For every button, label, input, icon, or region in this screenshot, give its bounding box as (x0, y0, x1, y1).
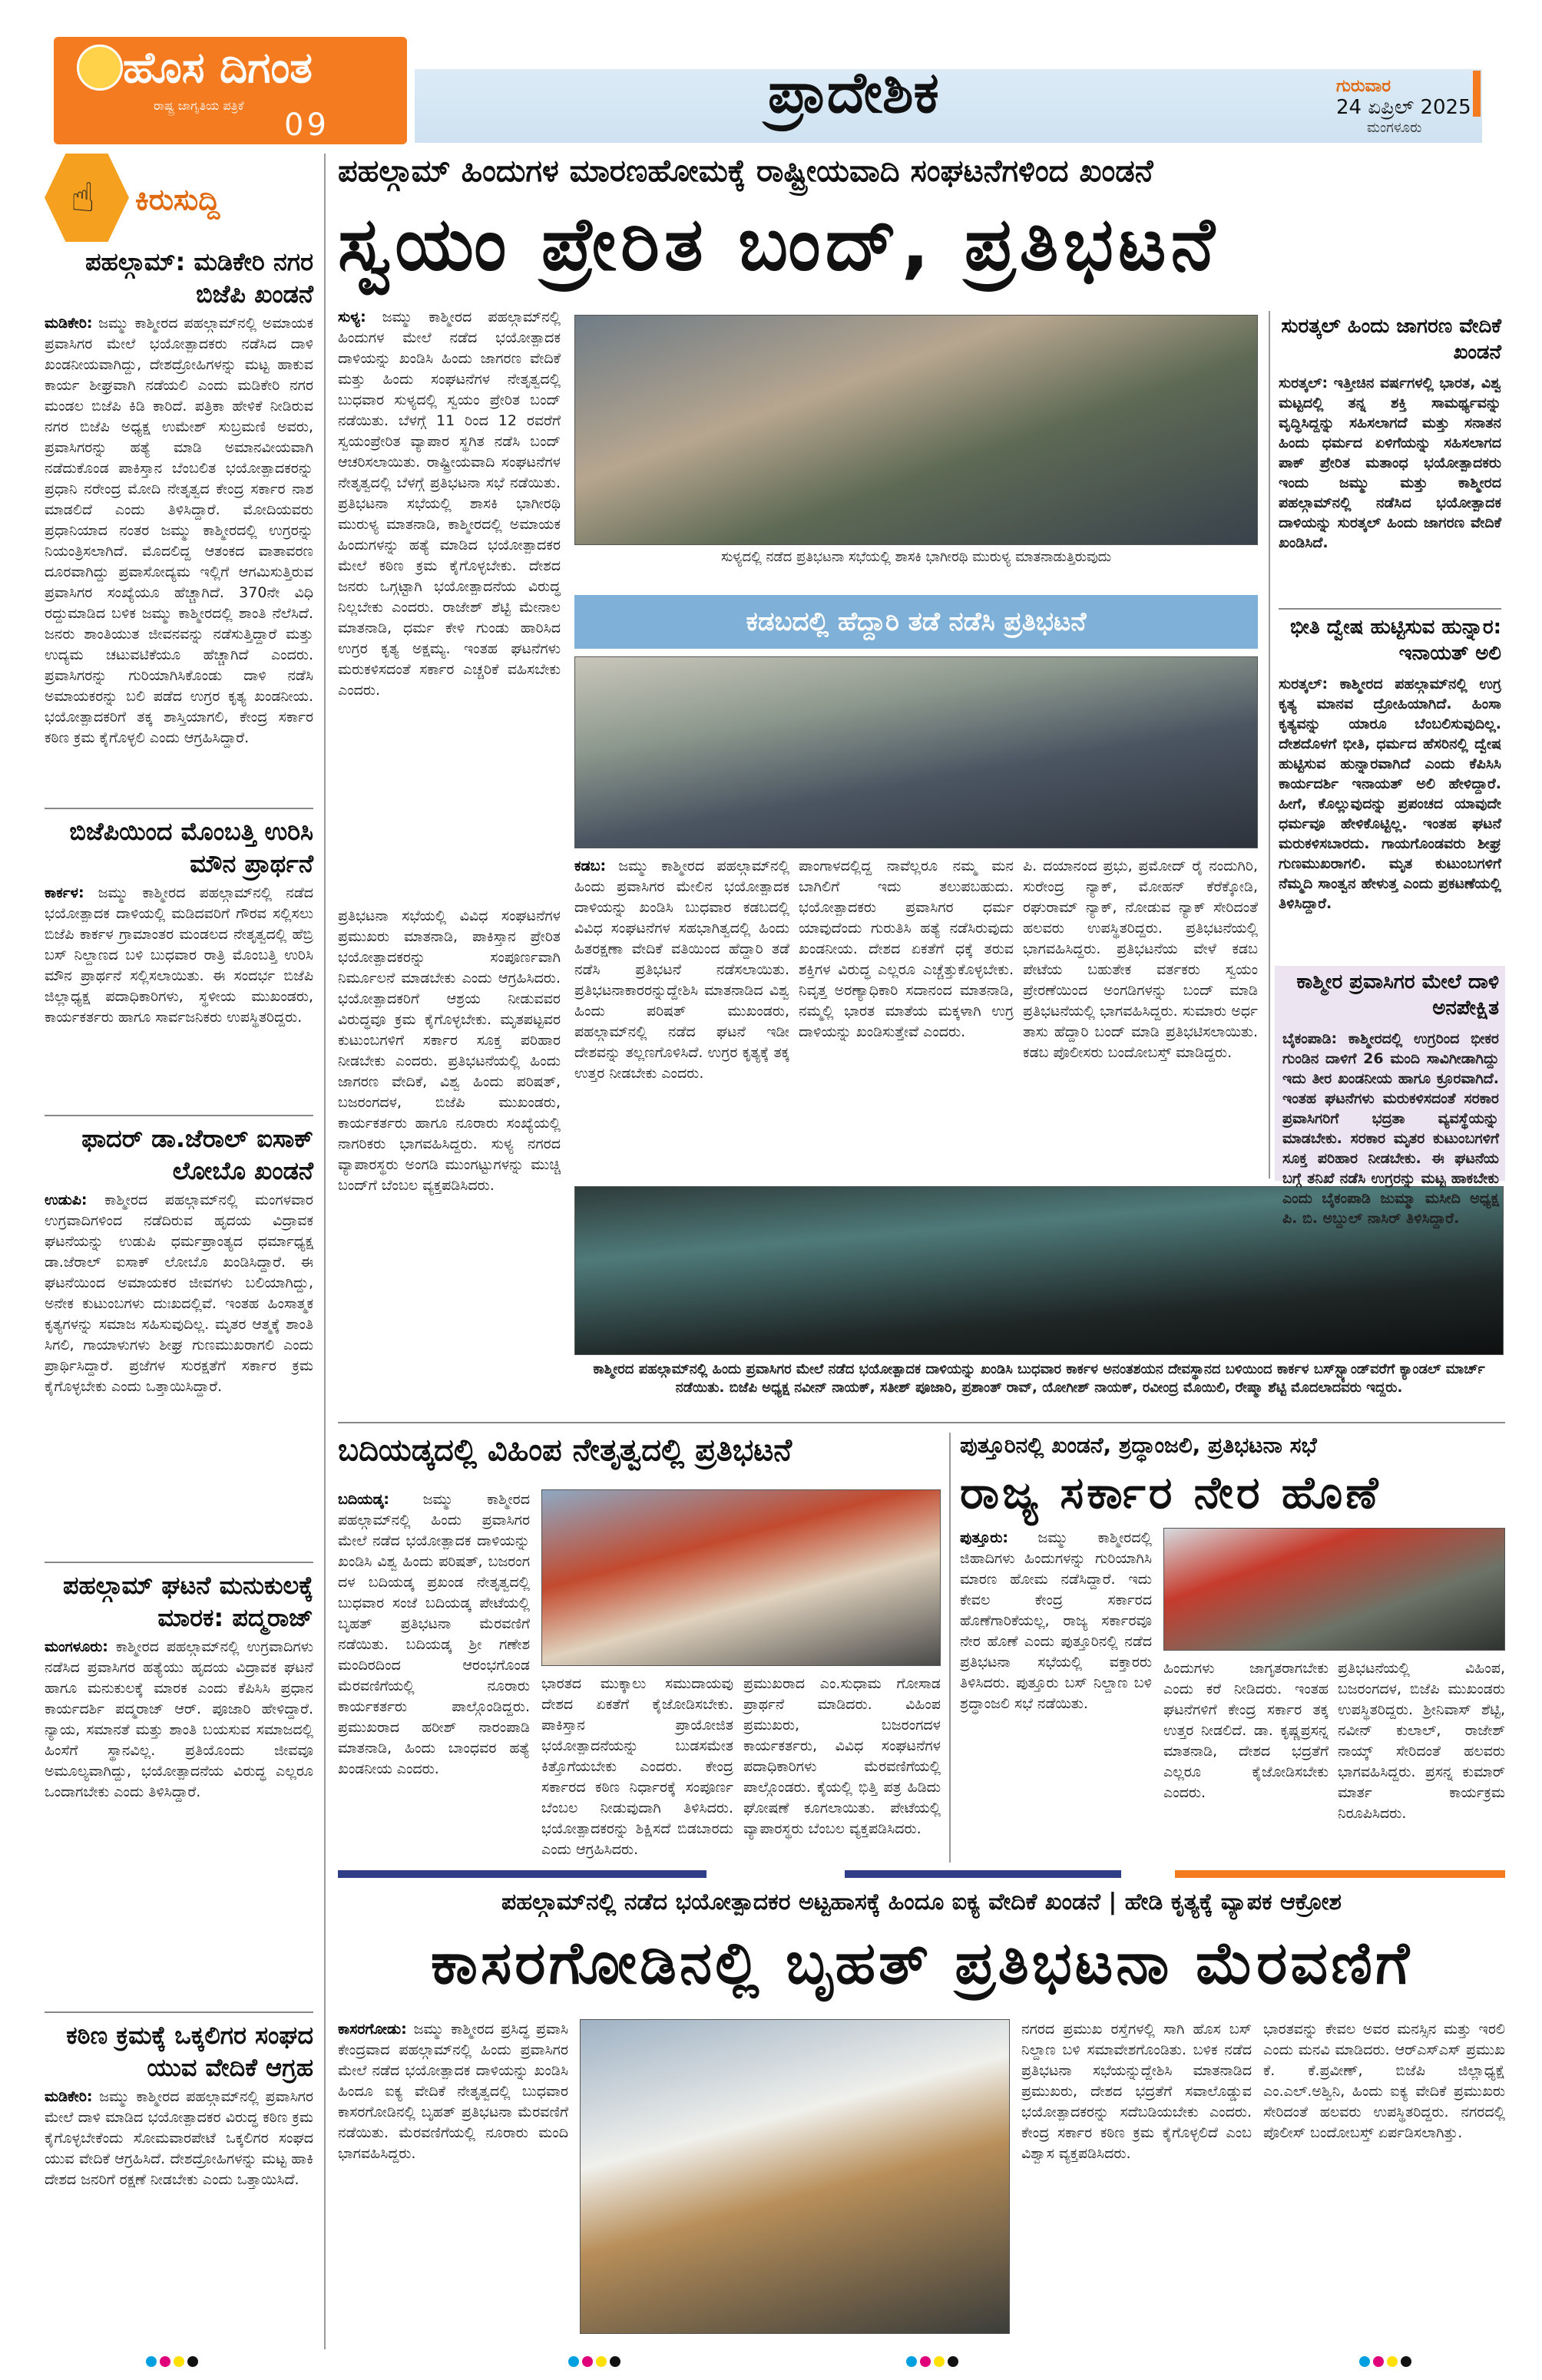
photo-caption: ಕಾಶ್ಮೀರದ ಪಹಲ್ಗಾಮ್‌ನಲ್ಲಿ ಹಿಂದು ಪ್ರವಾಸಿಗರ ಮೇಲೆ ನಡೆದ ಭಯೋತ್ಪಾದಕ ದಾಳಿಯನ್ನು ಖಂಡಿಸಿ ಬುಧವಾರ ಕಾರ್ಕಳ ಅನಂತಶಯನ ದೇವಸ್ಥಾನದ ಬಳಿಯಿಂದ ಕಾರ್ಕಳ ಬಸ್‌ಸ್ಟ್ಯಾಂಡ್‌ವರೆಗೆ ಕ್ಯಾಂಡಲ್ ಮಾರ್ಚ್ ನಡೆಯಿತು. ಬಿಜೆಪಿ ಅಧ್ಯಕ್ಷ ನವೀನ್ ನಾಯಕ್, ಸತೀಶ್ ಪೂಜಾರಿ, ಪ್ರಶಾಂತ್ ರಾವ್, ಯೋಗೀಶ್ ನಾಯಕ್, ರವೀಂದ್ರ ಮೊಯಿಲಿ, ರೇಷ್ಮಾ ಶೆಟ್ಟಿ ಮೊದಲಾದವರು ಇದ್ದರು. (593, 1361, 1485, 1396)
kiru-suddi-badge (45, 154, 321, 242)
puttur-headline[interactable]: ರಾಜ್ಯ ಸರ್ಕಾರ ನೇರ ಹೊಣೆ (960, 1466, 1382, 1519)
divider-bar (1175, 1870, 1505, 1878)
badiyadka-body-a: ಬದಿಯಡ್ಕ: ಜಮ್ಮು ಕಾಶ್ಮೀರದ ಪಹಲ್ಗಾಮ್‌ನಲ್ಲಿ ಹಿಂದು ಪ್ರವಾಸಿಗರ ಮೇಲೆ ನಡೆದ ಭಯೋತ್ಪಾದಕ ದಾಳಿಯನ್ನು ಖಂಡಿಸಿ ವಿಶ್ವ ಹಿಂದು ಪರಿಷತ್, ಬಜರಂಗ ದಳ ಬದಿಯಡ್ಕ ಪ್ರಖಂಡ ನೇತೃತ್ವದಲ್ಲಿ ಬುಧವಾರ ಸಂಜೆ ಬದಿಯಡ್ಕ ಪೇಟೆಯಲ್ಲಿ ಬೃಹತ್ ಪ್ರತಿಭಟನಾ ಮೆರವಣಿಗೆ ನಡೆಯಿತು. ಬದಿಯಡ್ಕ ಶ್ರೀ ಗಣೇಶ ಮಂದಿರದಿಂದ ಆರಂಭಗೊಂಡ ಮೆರವಣಿಗೆಯಲ್ಲಿ ನೂರಾರು ಕಾರ್ಯಕರ್ತರು ಪಾಲ್ಗೊಂಡಿದ್ದರು. ಪ್ರಮುಖರಾದ ಹರೀಶ್ ನಾರಂಪಾಡಿ ಮಾತನಾಡಿ, ಹಿಂದು ಬಾಂಧವರ ಹತ್ಯೆ ಖಂಡನೀಯ ಎಂದರು. (338, 1491, 530, 1777)
lamp-emblem-icon (77, 45, 123, 91)
kadaba-body-b: ಪಾಂಗಾಳದಲ್ಲಿದ್ದ ನಾವೆಲ್ಲರೂ ನಮ್ಮ ಮನ ಬಾಗಿಲಿಗೆ ಇದು ತಲುಪಬಹುದು. ಭಯೋತ್ಪಾದಕರು ಪ್ರವಾಸಿಗರ ಧರ್ಮ ಯಾವುದೆಂದು ಗುರುತಿಸಿ ಹತ್ಯೆ ನಡೆಸಿರುವುದು ಖಂಡನೀಯ. ದೇಶದ ಏಕತೆಗೆ ಧಕ್ಕೆ ತರುವ ಶಕ್ತಿಗಳ ವಿರುದ್ಧ ಎಲ್ಲರೂ ಎಚ್ಚೆತ್ತುಕೊಳ್ಳಬೇಕು. ನಿವೃತ್ತ ಅರಣ್ಯಾಧಿಕಾರಿ ಸದಾನಂದ ಮಾತನಾಡಿ, ನಮ್ಮಲ್ಲಿ ಭಾರತ ಮಾತೆಯ ಮಕ್ಕಳಾಗಿ ಉಗ್ರ ದಾಳಿಯನ್ನು ಖಂಡಿಸುತ್ತೇವೆ ಎಂದರು. (799, 858, 1014, 1040)
side-body: ಸುರತ್ಕಲ್: ಇತ್ತೀಚಿನ ವರ್ಷಗಳಲ್ಲಿ ಭಾರತ, ವಿಶ್ವ ಮಟ್ಟದಲ್ಲಿ ತನ್ನ ಶಕ್ತಿ ಸಾಮರ್ಥ್ಯವನ್ನು ವೃದ್ಧಿಸಿದ್ದನ್ನು ಸಹಿಸಲಾಗದೆ ಮತ್ತು ಸನಾತನ ಹಿಂದು ಧರ್ಮದ ಏಳಿಗೆಯನ್ನು ಸಹಿಸಲಾಗದ ಪಾಕ್ ಪ್ರೇರಿತ ಮತಾಂಧ ಭಯೋತ್ಪಾದಕರು ಇಂದು ಜಮ್ಮು ಮತ್ತು ಕಾಶ್ಮೀರದ ಪಹಲ್ಗಾಮ್‌ನಲ್ಲಿ ನಡೆಸಿದ ಭಯೋತ್ಪಾದಕ ದಾಳಿಯನ್ನು ಸುರತ್ಕಲ್ ಹಿಂದು ಜಾಗರಣ ವೇದಿಕೆ ಖಂಡಿಸಿದೆ. (1279, 375, 1501, 551)
badiyadka-body-b: ಭಾರತದ ಮುಕ್ಕಾಲು ಸಮುದಾಯವು ದೇಶದ ಏಕತೆಗೆ ಕೈಜೋಡಿಸಬೇಕು. ಪಾಕಿಸ್ತಾನ ಪ್ರಾಯೋಜಿತ ಭಯೋತ್ಪಾದನೆಯನ್ನು ಬುಡಸಮೇತ ಕಿತ್ತೊಗೆಯಬೇಕು ಎಂದರು. ಕೇಂದ್ರ ಸರ್ಕಾರದ ಕಠಿಣ ನಿರ್ಧಾರಕ್ಕೆ ಸಂಪೂರ್ಣ ಬೆಂಬಲ ನೀಡುವುದಾಗಿ ತಿಳಿಸಿದರು. ಭಯೋತ್ಪಾದಕರನ್ನು ಶಿಕ್ಷಿಸದೆ ಬಿಡಬಾರದು ಎಂದು ಆಗ್ರಹಿಸಿದರು. (541, 1675, 733, 1858)
photo-puttur-protest[interactable] (1163, 1528, 1505, 1651)
column-divider (324, 154, 326, 2349)
brief-heading[interactable]: ಪಹಲ್ಗಾಮ್: ಮಡಿಕೇರಿ ನಗರ ಬಿಜೆಪಿ ಖಂಡನೆ (85, 247, 313, 309)
photo-sullia-protest[interactable] (574, 315, 1258, 545)
badiyadka-body-c: ಪ್ರಮುಖರಾದ ಎಂ.ಸುಧಾಮ ಗೋಸಾಡ ಪ್ರಾರ್ಥನೆ ಮಾಡಿದರು. ವಿಹಿಂಪ ಪ್ರಮುಖರು, ಬಜರಂಗದಳ ಕಾರ್ಯಕರ್ತರು, ವಿವಿಧ ಸಂಘಟನೆಗಳ ಪದಾಧಿಕಾರಿಗಳು ಮೆರವಣಿಗೆಯಲ್ಲಿ ಪಾಲ್ಗೊಂಡರು. ಕೈಯಲ್ಲಿ ಭಿತ್ತಿ ಪತ್ರ ಹಿಡಿದು ಘೋಷಣೆ ಕೂಗಲಾಯಿತು. ಪೇಟೆಯಲ್ಲಿ ವ್ಯಾಪಾರಸ್ಥರು ಬೆಂಬಲ ವ್ಯಕ್ತಪಡಿಸಿದರು. (743, 1675, 941, 1837)
puttur-body-a: ಪುತ್ತೂರು: ಜಮ್ಮು ಕಾಶ್ಮೀರದಲ್ಲಿ ಜಿಹಾದಿಗಳು ಹಿಂದುಗಳನ್ನು ಗುರಿಯಾಗಿಸಿ ಮಾರಣ ಹೋಮ ನಡೆಸಿದ್ದಾರೆ. ಇದು ಕೇವಲ ಕೇಂದ್ರ ಸರ್ಕಾರದ ಹೊಣೆಗಾರಿಕೆಯಲ್ಲ, ರಾಜ್ಯ ಸರ್ಕಾರವೂ ನೇರ ಹೊಣೆ ಎಂದು ಪುತ್ತೂರಿನಲ್ಲಿ ನಡೆದ ಪ್ರತಿಭಟನಾ ಸಭೆಯಲ್ಲಿ ವಕ್ತಾರರು ತಿಳಿಸಿದರು. ಪುತ್ತೂರು ಬಸ್ ನಿಲ್ದಾಣ ಬಳಿ ಶ್ರದ್ಧಾಂಜಲಿ ಸಭೆ ನಡೆಯಿತು. (960, 1529, 1152, 1712)
brief-body: ಮಡಿಕೇರಿ: ಜಮ್ಮು ಕಾಶ್ಮೀರದ ಪಹಲ್ಗಾಮ್‌ನಲ್ಲಿ ಪ್ರವಾಸಿಗರ ಮೇಲೆ ದಾಳಿ ಮಾಡಿದ ಭಯೋತ್ಪಾದಕರ ವಿರುದ್ಧ ಕಠಿಣ ಕ್ರಮ ಕೈಗೊಳ್ಳಬೇಕೆಂದು ಸೋಮವಾರಪೇಟೆ ಒಕ್ಕಲಿಗರ ಸಂಘದ ಯುವ ವೇದಿಕೆ ಆಗ್ರಹಿಸಿದೆ. ದೇಶದ್ರೋಹಿಗಳನ್ನು ಮಟ್ಟ ಹಾಕಿ ದೇಶದ ಜನರಿಗೆ ರಕ್ಷಣೆ ನೀಡಬೇಕು ಎಂದು ಒತ್ತಾಯಿಸಿದೆ. (45, 2088, 313, 2188)
section-bar (415, 69, 1482, 143)
divider-bar (338, 1870, 706, 1878)
brief-heading[interactable]: ಫಾದರ್ ಡಾ.ಜೆರಾಲ್ ಐಸಾಕ್ ಲೋಬೊ ಖಂಡನೆ (81, 1124, 313, 1185)
brief-heading[interactable]: ಪಹಲ್ಗಾಮ್ ಘಟನೆ ಮನುಕುಲಕ್ಕೆ ಮಾರಕ: ಪದ್ಮರಾಜ್ (62, 1571, 313, 1632)
photo-caption: ಸುಳ್ಯದಲ್ಲಿ ನಡೆದ ಪ್ರತಿಭಟನಾ ಸಭೆಯಲ್ಲಿ ಶಾಸಕಿ ಭಾಗೀರಥಿ ಮುರುಳ್ಯ ಮಾತನಾಡುತ್ತಿರುವುದು (720, 549, 1112, 565)
brief-body: ಮಂಗಳೂರು: ಕಾಶ್ಮೀರದ ಪಹಲ್ಗಾಮ್‌ನಲ್ಲಿ ಉಗ್ರವಾದಿಗಳು ನಡೆಸಿದ ಪ್ರವಾಸಿಗರ ಹತ್ಯೆಯು ಹೃದಯ ವಿದ್ರಾವಕ ಘಟನೆ ಹಾಗೂ ಮನುಕುಲಕ್ಕೆ ಮಾರಕ ಎಂದು ಕೆಪಿಸಿಸಿ ಪ್ರಧಾನ ಕಾರ್ಯದರ್ಶಿ ಪದ್ಮರಾಜ್ ಆರ್. ಪೂಜಾರಿ ಹೇಳಿದ್ದಾರೆ. ನ್ಯಾಯ, ಸಮಾನತೆ ಮತ್ತು ಶಾಂತಿ ಬಯಸುವ ಸಮಾಜದಲ್ಲಿ ಹಿಂಸೆಗೆ ಸ್ಥಾನವಿಲ್ಲ. ಪ್ರತಿಯೊಂದು ಜೀವವೂ ಅಮೂಲ್ಯವಾಗಿದ್ದು, ಭಯೋತ್ಪಾದನೆಯ ವಿರುದ್ಧ ಎಲ್ಲರೂ ಒಂದಾಗಬೇಕು ಎಂದು ತಿಳಿಸಿದ್ದಾರೆ. (45, 1638, 313, 1800)
puttur-kicker[interactable]: ಪುತ್ತೂರಿನಲ್ಲಿ ಖಂಡನೆ, ಶ್ರದ್ಧಾಂಜಲಿ, ಪ್ರತಿಭಟನಾ ಸಭೆ (960, 1433, 1317, 1458)
kasaragod-body-a: ಕಾಸರಗೋಡು: ಜಮ್ಮು ಕಾಶ್ಮೀರದ ಪ್ರಸಿದ್ಧ ಪ್ರವಾಸಿ ಕೇಂದ್ರವಾದ ಪಹಲ್ಗಾಮ್‌ನಲ್ಲಿ ಹಿಂದು ಪ್ರವಾಸಿಗರ ಮೇಲೆ ನಡೆದ ಭಯೋತ್ಪಾದಕ ದಾಳಿಯನ್ನು ಖಂಡಿಸಿ ಹಿಂದೂ ಐಕ್ಯ ವೇದಿಕೆ ನೇತೃತ್ವದಲ್ಲಿ ಬುಧವಾರ ಕಾಸರಗೋಡಿನಲ್ಲಿ ಬೃಹತ್ ಪ್ರತಿಭಟನಾ ಮೆರವಣಿಗೆ ನಡೆಯಿತು. ಮೆರವಣಿಗೆಯಲ್ಲಿ ನೂರಾರು ಮಂದಿ ಭಾಗವಹಿಸಿದ್ದರು. (338, 2021, 568, 2162)
paper-tagline: ರಾಷ್ಟ್ರ ಜಾಗೃತಿಯ ಪತ್ರಿಕೆ (154, 98, 244, 113)
pointing-hand-icon: ☝ (71, 175, 95, 221)
dateline-city: ಮಂಗಳೂರು (1367, 120, 1422, 136)
main-headline[interactable]: ಸ್ವಯಂ ಪ್ರೇರಿತ ಬಂದ್, ಪ್ರತಿಭಟನೆ (338, 201, 1219, 287)
divider (45, 1115, 313, 1116)
puttur-body-b: ಹಿಂದುಗಳು ಜಾಗೃತರಾಗಬೇಕು ಎಂದು ಕರೆ ನೀಡಿದರು. ಇಂತಹ ಘಟನೆಗಳಿಗೆ ಕೇಂದ್ರ ಸರ್ಕಾರ ತಕ್ಕ ಉತ್ತರ ನೀಡಲಿದೆ. ಡಾ. ಕೃಷ್ಣಪ್ರಸನ್ನ ಮಾತನಾಡಿ, ದೇಶದ ಭದ್ರತೆಗೆ ಎಲ್ಲರೂ ಕೈಜೋಡಿಸಬೇಕು ಎಂದರು. (1163, 1660, 1329, 1801)
divider (45, 808, 313, 809)
registration-marks (1359, 2355, 1415, 2370)
dateline (1336, 77, 1490, 136)
brief-body: ಉಡುಪಿ: ಕಾಶ್ಮೀರದ ಪಹಲ್ಗಾಮ್‌ನಲ್ಲಿ ಮಂಗಳವಾರ ಉಗ್ರವಾದಿಗಳಿಂದ ನಡೆದಿರುವ ಹೃದಯ ವಿದ್ರಾವಕ ಘಟನೆಯನ್ನು ಉಡುಪಿ ಧರ್ಮಪ್ರಾಂತ್ಯದ ಧರ್ಮಾಧ್ಯಕ್ಷ ಡಾ.ಜೆರಾಲ್ ಐಸಾಕ್ ಲೋಬೊ ಖಂಡಿಸಿದ್ದಾರೆ. ಈ ಘಟನೆಯಿಂದ ಅಮಾಯಕರ ಜೀವಗಳು ಬಲಿಯಾಗಿದ್ದು, ಅನೇಕ ಕುಟುಂಬಗಳು ದುಃಖದಲ್ಲಿವೆ. ಇಂತಹ ಹಿಂಸಾತ್ಮಕ ಕೃತ್ಯಗಳನ್ನು ಸಮಾಜ ಸಹಿಸುವುದಿಲ್ಲ. ಮೃತರ ಆತ್ಮಕ್ಕೆ ಶಾಂತಿ ಸಿಗಲಿ, ಗಾಯಾಳುಗಳು ಶೀಘ್ರ ಗುಣಮುಖರಾಗಲಿ ಎಂದು ಪ್ರಾರ್ಥಿಸಿದ್ದಾರೆ. ಪ್ರಜೆಗಳ ಸುರಕ್ಷತೆಗೆ ಸರ್ಕಾರ ಕ್ರಮ ಕೈಗೊಳ್ಳಬೇಕು ಎಂದು ಒತ್ತಾಯಿಸಿದ್ದಾರೆ. (45, 1192, 313, 1395)
photo-kadaba-protest[interactable] (574, 656, 1258, 848)
photo-badiyadka-protest[interactable] (541, 1489, 941, 1666)
kadaba-body-c: ಪಿ. ದಯಾನಂದ ಪ್ರಭು, ಪ್ರಮೋದ್ ರೈ ನಂದುಗಿರಿ, ಸುರೇಂದ್ರ ನ್ಯಾಕ್, ಮೋಹನ್ ಕೆರೆಕ್ಕೋಡಿ, ರಘುರಾಮ್ ನ್ಯಾಕ್, ನೋಡುವ ನ್ಯಾಕ್ ಸೇರಿದಂತೆ ಹಲವರು ಉಪಸ್ಥಿತರಿದ್ದರು. ಪ್ರತಿಭಟನೆಯಲ್ಲಿ ಭಾಗವಹಿಸಿದ್ದರು. ಪ್ರತಿಭಟನೆಯ ವೇಳೆ ಕಡಬ ಪೇಟೆಯ ಬಹುತೇಕ ವರ್ತಕರು ಸ್ವಯಂ ಪ್ರೇರಣೆಯಿಂದ ಅಂಗಡಿಗಳನ್ನು ಬಂದ್ ಮಾಡಿ ಪ್ರತಿಭಟನೆಯಲ್ಲಿ ಭಾಗವಹಿಸಿದ್ದರು. ಸುಮಾರು ಅರ್ಧ ತಾಸು ಹೆದ್ದಾರಿ ಬಂದ್ ಮಾಡಿ ಪ್ರತಿಭಟಿಸಲಾಯಿತು. ಕಡಬ ಪೊಲೀಸರು ಬಂದೋಬಸ್ತ್ ಮಾಡಿದ್ದರು. (1023, 858, 1258, 1061)
divider (338, 1422, 1505, 1423)
divider-bar (845, 1870, 1121, 1878)
kiru-suddi-label: ಕಿರುಸುದ್ದಿ (135, 183, 220, 217)
registration-marks (906, 2355, 961, 2370)
paper-name: ಹೊಸ ದಿಗಂತ (123, 43, 313, 93)
dateline-day: ಗುರುವಾರ (1336, 77, 1391, 96)
kasaragod-body-c: ಭಾರತವನ್ನು ಕೇವಲ ಅವರ ಮನಸ್ಸಿನ ಮತ್ತು ಇರಲಿ ಎಂದು ಮನವಿ ಮಾಡಿದರು. ಆರ್‌ಎಸ್‌ಎಸ್ ಪ್ರಮುಖ ಕೆ. ಕೆ.ಪ್ರವೀಣ್, ಬಿಜೆಪಿ ಜಿಲ್ಲಾಧ್ಯಕ್ಷೆ ಎಂ.ಎಲ್.ಅಶ್ವಿನಿ, ಹಿಂದು ಐಕ್ಯ ವೇದಿಕೆ ಪ್ರಮುಖರು ಸೇರಿದಂತೆ ಹಲವರು ಉಪಸ್ಥಿತರಿದ್ದರು. ನಗರದಲ್ಲಿ ಪೊಲೀಸ್ ಬಂದೋಬಸ್ತ್ ಏರ್ಪಡಿಸಲಾಗಿತ್ತು. (1263, 2021, 1505, 2141)
brief-body: ಮಡಿಕೇರಿ: ಜಮ್ಮು ಕಾಶ್ಮೀರದ ಪಹಲ್ಗಾಮ್‌ನಲ್ಲಿ ಅಮಾಯಕ ಪ್ರವಾಸಿಗರ ಮೇಲೆ ಭಯೋತ್ಪಾದಕರು ನಡೆಸಿದ ದಾಳಿ ಖಂಡನೀಯವಾಗಿದ್ದು, ದೇಶದ್ರೋಹಿಗಳನ್ನು ಮಟ್ಟ ಹಾಕುವ ಕಾರ್ಯ ಶೀಘ್ರವಾಗಿ ನಡೆಯಲಿ ಎಂದು ಮಡಿಕೇರಿ ನಗರ ಮಂಡಲ ಬಿಜೆಪಿ ಕಿಡಿ ಕಾರಿದೆ. ಪತ್ರಿಕಾ ಹೇಳಿಕೆ ನೀಡಿರುವ ನಗರ ಬಿಜೆಪಿ ಅಧ್ಯಕ್ಷ ಉಮೇಶ್ ಸುಬ್ರಮಣಿ ಅವರು, ಪ್ರವಾಸಿಗರನ್ನು ಹತ್ಯೆ ಮಾಡಿ ಅಮಾನವೀಯವಾಗಿ ನಡೆದುಕೊಂಡ ಪಾಕಿಸ್ತಾನ ಬೆಂಬಲಿತ ಭಯೋತ್ಪಾದಕರನ್ನು ಪ್ರಧಾನಿ ನರೇಂದ್ರ ಮೋದಿ ನೇತೃತ್ವದ ಕೇಂದ್ರ ಸರ್ಕಾರ ನಾಶ ಮಾಡಲಿದೆ ಎಂದು ತಿಳಿಸಿದ್ದಾರೆ. ಮೋದಿಯವರು ಪ್ರಧಾನಿಯಾದ ನಂತರ ಜಮ್ಮು ಕಾಶ್ಮೀರದಲ್ಲಿ ಉಗ್ರರನ್ನು ನಿಯಂತ್ರಿಸಲಾಗಿದೆ. ಮೊದಲಿದ್ದ ಆತಂಕದ ವಾತಾವರಣ ದೂರವಾಗಿದ್ದು ಪ್ರವಾಸೋದ್ಯಮ ಇಲ್ಲಿಗೆ ಆಗಮಿಸುತ್ತಿರುವ ಪ್ರವಾಸಿಗರ ಸಂಖ್ಯೆಯೂ ಹೆಚ್ಚಾಗಿದೆ. 370ನೇ ವಿಧಿ ರದ್ದುಮಾಡಿದ ಬಳಿಕ ಜಮ್ಮು ಕಾಶ್ಮೀರದಲ್ಲಿ ಶಾಂತಿ ನೆಲೆಸಿದೆ. ಜನರು ಶಾಂತಿಯುತ ಜೀವನವನ್ನು ನಡೆಸುತ್ತಿದ್ದಾರೆ ಮತ್ತು ಉದ್ಯಮ ಚಟುವಟಿಕೆಯೂ ಹೆಚ್ಚಾಗಿದೆ ಎಂದರು. ಪ್ರವಾಸಿಗರನ್ನು ಗುರಿಯಾಗಿಸಿಕೊಂಡು ದಾಳಿ ನಡೆಸಿ ಅಮಾಯಕರನ್ನು ಬಲಿ ಪಡೆದ ಉಗ್ರರ ಕೃತ್ಯ ಖಂಡನೀಯ. ಭಯೋತ್ಪಾದಕರಿಗೆ ತಕ್ಕ ಶಾಸ್ತಿಯಾಗಲಿ, ಕೇಂದ್ರ ಸರ್ಕಾರ ಕಠಿಣ ಕ್ರಮ ಕೈಗೊಳ್ಳಲಿ ಎಂದು ಆಗ್ರಹಿಸಿದ್ದಾರೆ. (45, 315, 313, 746)
divider (45, 2011, 313, 2013)
brief-heading[interactable]: ಬಿಜೆಪಿಯಿಂದ ಮೊಂಬತ್ತಿ ಉರಿಸಿ ಮೌನ ಪ್ರಾರ್ಥನೆ (69, 817, 313, 878)
page-number: 09 (284, 107, 329, 143)
kasaragod-headline[interactable]: ಕಾಸರಗೋಡಿನಲ್ಲಿ ಬೃಹತ್ ಪ್ರತಿಭಟನಾ ಮೆರವಣಿಗೆ (430, 1929, 1413, 1997)
main-body-col1: ಸುಳ್ಯ: ಜಮ್ಮು ಕಾಶ್ಮೀರದ ಪಹಲ್ಗಾಮ್‌ನಲ್ಲಿ ಹಿಂದುಗಳ ಮೇಲೆ ನಡೆದ ಭಯೋತ್ಪಾದಕ ದಾಳಿಯನ್ನು ಖಂಡಿಸಿ ಹಿಂದು ಜಾಗರಣ ವೇದಿಕೆ ಮತ್ತು ಹಿಂದು ಸಂಘಟನೆಗಳ ನೇತೃತ್ವದಲ್ಲಿ ಬುಧವಾರ ಸುಳ್ಯದಲ್ಲಿ ಸ್ವಯಂ ಪ್ರೇರಿತ ಬಂದ್ ನಡೆಯಿತು. ಬೆಳಗ್ಗೆ 11 ರಿಂದ 12 ರವರೆಗೆ ಸ್ವಯಂಪ್ರೇರಿತ ವ್ಯಾಪಾರ ಸ್ಥಗಿತ ನಡೆಸಿ ಬಂದ್ ಆಚರಿಸಲಾಯಿತು. ರಾಷ್ಟ್ರೀಯವಾದಿ ಸಂಘಟನೆಗಳ ನೇತೃತ್ವದಲ್ಲಿ ಬೆಳಗ್ಗೆ ಪ್ರತಿಭಟನಾ ಸಭೆ ನಡೆಯಿತು. ಪ್ರತಿಭಟನಾ ಸಭೆಯಲ್ಲಿ ಶಾಸಕಿ ಭಾಗೀರಥಿ ಮುರುಳ್ಯ ಮಾತನಾಡಿ, ಕಾಶ್ಮೀರದಲ್ಲಿ ಅಮಾಯಕ ಹಿಂದುಗಳನ್ನು ಹತ್ಯೆ ಮಾಡಿದ ಭಯೋತ್ಪಾದಕರ ಮೇಲೆ ಕಠಿಣ ಕ್ರಮ ಕೈಗೊಳ್ಳಬೇಕು. ದೇಶದ ಜನರು ಒಗ್ಗಟ್ಟಾಗಿ ಭಯೋತ್ಪಾದನೆಯ ವಿರುದ್ಧ ನಿಲ್ಲಬೇಕು ಎಂದರು. ರಾಜೇಶ್ ಶೆಟ್ಟಿ ಮೇನಾಲ ಮಾತನಾಡಿ, ಧರ್ಮ ಕೇಳಿ ಗುಂಡು ಹಾರಿಸಿದ ಉಗ್ರರ ಕೃತ್ಯ ಅಕ್ಷಮ್ಯ. ಇಂತಹ ಘಟನೆಗಳು ಮರುಕಳಿಸದಂತೆ ಸರ್ಕಾರ ಎಚ್ಚರಿಕೆ ವಹಿಸಬೇಕು ಎಂದರು. (338, 309, 561, 699)
side-heading[interactable]: ಸುರತ್ಕಲ್ ಹಿಂದು ಜಾಗರಣ ವೇದಿಕೆ ಖಂಡನೆ (1281, 315, 1501, 364)
brief-body: ಕಾರ್ಕಳ: ಜಮ್ಮು ಕಾಶ್ಮೀರದ ಪಹಲ್ಗಾಮ್‌ನಲ್ಲಿ ನಡೆದ ಭಯೋತ್ಪಾದಕ ದಾಳಿಯಲ್ಲಿ ಮಡಿದವರಿಗೆ ಗೌರವ ಸಲ್ಲಿಸಲು ಬಿಜೆಪಿ ಕಾರ್ಕಳ ಗ್ರಾಮಾಂತರ ಮಂಡಲದ ನೇತೃತ್ವದಲ್ಲಿ ಹೆಬ್ರಿ ಬಸ್ ನಿಲ್ದಾಣದ ಬಳಿ ಬುಧವಾರ ರಾತ್ರಿ ಮೊಂಬತ್ತಿ ಉರಿಸಿ ಮೌನ ಪ್ರಾರ್ಥನೆ ಸಲ್ಲಿಸಲಾಯಿತು. ಈ ಸಂದರ್ಭ ಬಿಜೆಪಿ ಜಿಲ್ಲಾಧ್ಯಕ್ಷ ಪದಾಧಿಕಾರಿಗಳು, ಸ್ಥಳೀಯ ಮುಖಂಡರು, ಕಾರ್ಯಕರ್ತರು ಹಾಗೂ ಸಾರ್ವಜನಿಕರು ಉಪಸ್ಥಿತರಿದ್ದರು. (45, 884, 313, 1026)
badiyadka-heading[interactable]: ಬದಿಯಡ್ಕದಲ್ಲಿ ವಿಹಿಂಪ ನೇತೃತ್ವದಲ್ಲಿ ಪ್ರತಿಭಟನೆ (338, 1433, 793, 1468)
divider (1279, 608, 1501, 610)
kadaba-body-a: ಕಡಬ: ಜಮ್ಮು ಕಾಶ್ಮೀರದ ಪಹಲ್ಗಾಮ್‌ನಲ್ಲಿ ಹಿಂದು ಪ್ರವಾಸಿಗರ ಮೇಲಿನ ಭಯೋತ್ಪಾದಕ ದಾಳಿಯನ್ನು ಖಂಡಿಸಿ ಬುಧವಾರ ಕಡಬದಲ್ಲಿ ವಿವಿಧ ಸಂಘಟನೆಗಳ ಸಹಭಾಗಿತ್ವದಲ್ಲಿ ಹಿಂದು ಹಿತರಕ್ಷಣಾ ವೇದಿಕೆ ವತಿಯಿಂದ ಹೆದ್ದಾರಿ ತಡೆ ನಡೆಸಿ ಪ್ರತಿಭಟನೆ ನಡೆಸಲಾಯಿತು. ಪ್ರತಿಭಟನಾಕಾರರನ್ನುದ್ದೇಶಿಸಿ ಮಾತನಾಡಿದ ವಿಶ್ವ ಹಿಂದು ಪರಿಷತ್ ಮುಖಂಡರು, ಪಹಲ್ಗಾಮ್‌ನಲ್ಲಿ ನಡೆದ ಘಟನೆ ಇಡೀ ದೇಶವನ್ನು ತಲ್ಲಣಗೊಳಿಸಿದೆ. ಉಗ್ರರ ಕೃತ್ಯಕ್ಕೆ ತಕ್ಕ ಉತ್ತರ ನೀಡಬೇಕು ಎಂದರು. (574, 858, 789, 1082)
side-heading[interactable]: ಕಾಶ್ಮೀರ ಪ್ರವಾಸಿಗರ ಮೇಲೆ ದಾಳಿ ಅನಪೇಕ್ಷಿತ (1296, 970, 1499, 1020)
side-body: ಸುರತ್ಕಲ್: ಕಾಶ್ಮೀರದ ಪಹಲ್ಗಾಮ್‌ನಲ್ಲಿ ಉಗ್ರ ಕೃತ್ಯ ಮಾನವ ದ್ರೋಹಿಯಾಗಿದೆ. ಹಿಂಸಾ ಕೃತ್ಯವನ್ನು ಯಾರೂ ಬೆಂಬಲಿಸುವುದಿಲ್ಲ. ದೇಶದೊಳಗೆ ಭೀತಿ, ಧರ್ಮದ ಹೆಸರಿನಲ್ಲಿ ದ್ವೇಷ ಹುಟ್ಟಿಸುವ ಹುನ್ನಾರವಾಗಿದೆ ಎಂದು ಕೆಪಿಸಿಸಿ ಕಾರ್ಯದರ್ಶಿ ಇನಾಯತ್ ಅಲಿ ಹೇಳಿದ್ದಾರೆ. ಹೀಗೆ, ಕೊಲ್ಲುವುದನ್ನು ಪ್ರಪಂಚದ ಯಾವುದೇ ಧರ್ಮವೂ ಹೇಳಿಕೊಟ್ಟಿಲ್ಲ. ಇಂತಹ ಘಟನೆ ಮರುಕಳಿಸಬಾರದು. ಗಾಯಗೊಂಡವರು ಶೀಘ್ರ ಗುಣಮುಖರಾಗಲಿ. ಮೃತ ಕುಟುಂಬಗಳಿಗೆ ನೆಮ್ಮದಿ ಸಾಂತ್ವನ ಹೇಳುತ್ತ ಎಂದು ಪ್ರಕಟಣೆಯಲ್ಲಿ ತಿಳಿಸಿದ್ದಾರೆ. (1279, 676, 1501, 912)
divider (45, 1562, 313, 1563)
side-heading[interactable]: ಭೀತಿ ದ್ವೇಷ ಹುಟ್ಟಿಸುವ ಹುನ್ನಾರ: ಇನಾಯತ್ ಅಲಿ (1289, 616, 1501, 665)
main-body-col2: ಪ್ರತಿಭಟನಾ ಸಭೆಯಲ್ಲಿ ವಿವಿಧ ಸಂಘಟನೆಗಳ ಪ್ರಮುಖರು ಮಾತನಾಡಿ, ಪಾಕಿಸ್ತಾನ ಪ್ರೇರಿತ ಭಯೋತ್ಪಾದಕರನ್ನು ಸಂಪೂರ್ಣವಾಗಿ ನಿರ್ಮೂಲನೆ ಮಾಡಬೇಕು ಎಂದು ಆಗ್ರಹಿಸಿದರು. ಭಯೋತ್ಪಾದಕರಿಗೆ ಆಶ್ರಯ ನೀಡುವವರ ವಿರುದ್ಧವೂ ಕ್ರಮ ಕೈಗೊಳ್ಳಬೇಕು. ಮೃತಪಟ್ಟವರ ಕುಟುಂಬಗಳಿಗೆ ಸರ್ಕಾರ ಸೂಕ್ತ ಪರಿಹಾರ ನೀಡಬೇಕು ಎಂದರು. ಪ್ರತಿಭಟನೆಯಲ್ಲಿ ಹಿಂದು ಜಾಗರಣ ವೇದಿಕೆ, ವಿಶ್ವ ಹಿಂದು ಪರಿಷತ್, ಬಜರಂಗದಳ, ಬಿಜೆಪಿ ಮುಖಂಡರು, ಕಾರ್ಯಕರ್ತರು ಹಾಗೂ ನೂರಾರು ಸಂಖ್ಯೆಯಲ್ಲಿ ನಾಗರಿಕರು ಭಾಗವಹಿಸಿದ್ದರು. ಸುಳ್ಯ ನಗರದ ವ್ಯಾಪಾರಸ್ಥರು ಅಂಗಡಿ ಮುಂಗಟ್ಟುಗಳನ್ನು ಮುಚ್ಚಿ ಬಂದ್‌ಗೆ ಬೆಂಬಲ ವ್ಯಕ್ತಪಡಿಸಿದರು. (338, 907, 561, 1194)
registration-marks (568, 2355, 624, 2370)
column-divider (1269, 311, 1270, 1178)
main-kicker[interactable]: ಪಹಲ್ಗಾಮ್ ಹಿಂದುಗಳ ಮಾರಣಹೋಮಕ್ಕೆ ರಾಷ್ಟ್ರೀಯವಾದಿ ಸಂಘಟನೆಗಳಿಂದ ಖಂಡನೆ (338, 154, 1153, 189)
sub-banner[interactable]: ಕಡಬದಲ್ಲಿ ಹೆದ್ದಾರಿ ತಡೆ ನಡೆಸಿ ಪ್ರತಿಭಟನೆ (574, 595, 1258, 649)
kasaragod-body-b: ನಗರದ ಪ್ರಮುಖ ರಸ್ತೆಗಳಲ್ಲಿ ಸಾಗಿ ಹೊಸ ಬಸ್ ನಿಲ್ದಾಣ ಬಳಿ ಸಮಾವೇಶಗೊಂಡಿತು. ಬಳಿಕ ನಡೆದ ಪ್ರತಿಭಟನಾ ಸಭೆಯನ್ನುದ್ದೇಶಿಸಿ ಮಾತನಾಡಿದ ಪ್ರಮುಖರು, ದೇಶದ ಭದ್ರತೆಗೆ ಸವಾಲೊಡ್ಡುವ ಭಯೋತ್ಪಾದಕರನ್ನು ಸದೆಬಡಿಯಬೇಕು ಎಂದರು. ಕೇಂದ್ರ ಸರ್ಕಾರ ಕಠಿಣ ಕ್ರಮ ಕೈಗೊಳ್ಳಲಿದೆ ಎಂಬ ವಿಶ್ವಾಸ ವ್ಯಕ್ತಪಡಿಸಿದರು. (1021, 2021, 1252, 2162)
brief-heading[interactable]: ಕಠಿಣ ಕ್ರಮಕ್ಕೆ ಒಕ್ಕಲಿಗರ ಸಂಘದ ಯುವ ವೇದಿಕೆ ಆಗ್ರಹ (66, 2021, 313, 2082)
puttur-body-c: ಪ್ರತಿಭಟನೆಯಲ್ಲಿ ವಿಹಿಂಪ, ಬಜರಂಗದಳ, ಬಿಜೆಪಿ ಮುಖಂಡರು ಉಪಸ್ಥಿತರಿದ್ದರು. ಶ್ರೀನಿವಾಸ್ ಶೆಟ್ಟಿ, ನವೀನ್ ಕುಲಾಲ್, ರಾಜೇಶ್ ನಾಯ್ಕ್ ಸೇರಿದಂತೆ ಹಲವರು ಭಾಗವಹಿಸಿದ್ದರು. ಪ್ರಸನ್ನ ಕುಮಾರ್ ಮಾರ್ತ ಕಾರ್ಯಕ್ರಮ ನಿರೂಪಿಸಿದರು. (1338, 1660, 1505, 1822)
side-body: ಬೈಕಂಪಾಡಿ: ಕಾಶ್ಮೀರದಲ್ಲಿ ಉಗ್ರರಿಂದ ಭೀಕರ ಗುಂಡಿನ ದಾಳಿಗೆ 26 ಮಂದಿ ಸಾವಿಗೀಡಾಗಿದ್ದು ಇದು ತೀರ ಖಂಡನೀಯ ಹಾಗೂ ಕ್ರೂರವಾಗಿದೆ. ಇಂತಹ ಘಟನೆಗಳು ಮರುಕಳಿಸದಂತೆ ಸರಕಾರ ಪ್ರವಾಸಿಗರಿಗೆ ಭದ್ರತಾ ವ್ಯವಸ್ಥೆಯನ್ನು ಮಾಡಬೇಕು. ಸರಕಾರ ಮೃತರ ಕುಟುಂಬಗಳಿಗೆ ಸೂಕ್ತ ಪರಿಹಾರ ನೀಡಬೇಕು. ಈ ಘಟನೆಯ ಬಗ್ಗೆ ತನಿಖೆ ನಡೆಸಿ ಉಗ್ರರನ್ನು ಮಟ್ಟ ಹಾಕಬೇಕು ಎಂದು ಬೈಕಂಪಾಡಿ ಜುಮ್ಮಾ ಮಸೀದಿ ಅಧ್ಯಕ್ಷ ಪಿ. ಬಿ. ಅಬ್ದುಲ್ ನಾಸಿರ್ ತಿಳಿಸಿದ್ದಾರೆ. (1282, 1030, 1499, 1227)
kasaragod-kicker[interactable]: ಪಹಲ್ಗಾಮ್‌ನಲ್ಲಿ ನಡೆದ ಭಯೋತ್ಪಾದಕರ ಅಟ್ಟಹಾಸಕ್ಕೆ ಹಿಂದೂ ಐಕ್ಯ ವೇದಿಕೆ ಖಂಡನೆ | ಹೇಡಿ ಕೃತ್ಯಕ್ಕೆ ವ್ಯಾಪಕ ಆಕ್ರೋಶ (501, 1889, 1342, 1916)
registration-marks (146, 2355, 201, 2370)
photo-kasaragod-rally[interactable] (580, 2019, 1010, 2334)
column-divider (949, 1433, 951, 1863)
dateline-date: 24 ಏಪ್ರಿಲ್ 2025 (1336, 96, 1471, 119)
section-title: ಪ್ರಾದೇಶಿಕ (768, 60, 939, 126)
